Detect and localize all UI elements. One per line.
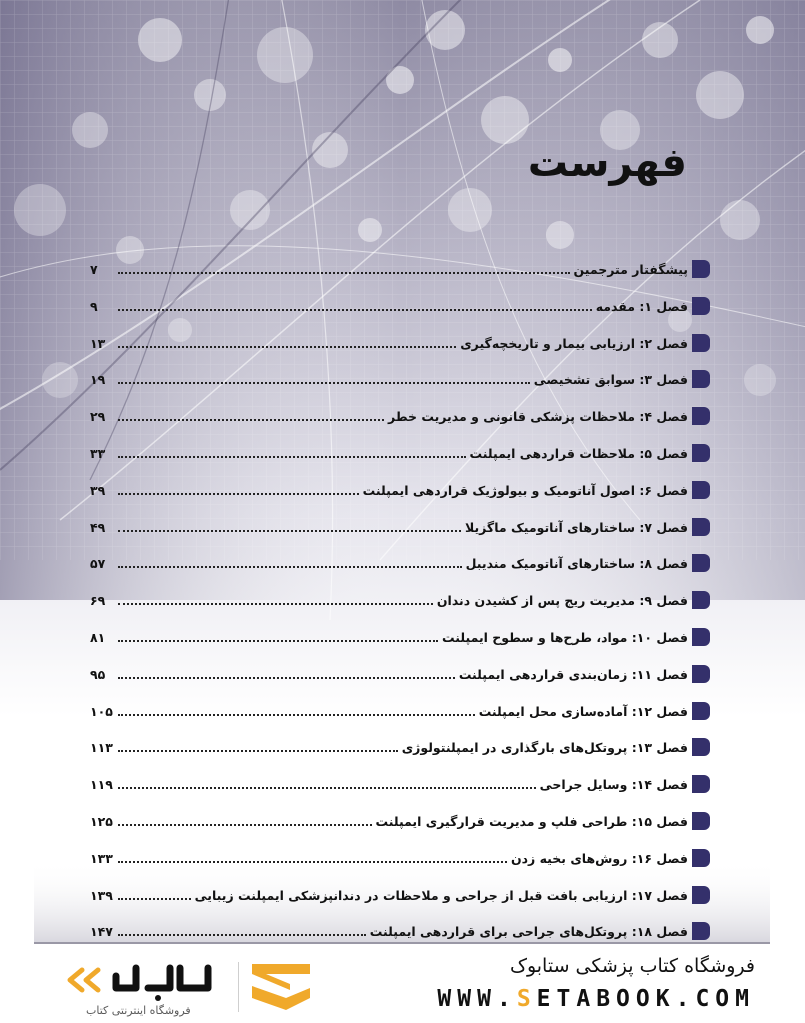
- url-suffix: ETABOOK.COM: [536, 986, 755, 1012]
- bullet-tab-icon: [692, 334, 710, 352]
- toc-entry[interactable]: [90, 288, 710, 316]
- toc-entry-title: فصل ۱۸: پروتکل‌های جراحی برای قراردهی ایمپلنت: [369, 924, 688, 940]
- toc-entry-page-number: ۸۱: [90, 630, 106, 645]
- toc-entry[interactable]: [90, 398, 710, 426]
- bullet-tab-icon: [692, 518, 710, 536]
- bullet-tab-icon: [692, 481, 710, 499]
- toc-entry-title: فصل ۱۳: پروتکل‌های بارگذاری در ایمپلنتولوژی: [401, 740, 688, 756]
- url-prefix: WWW.: [437, 986, 517, 1012]
- toc-entry[interactable]: [90, 840, 710, 868]
- bullet-tab-icon: [692, 628, 710, 646]
- toc-entry[interactable]: [90, 325, 710, 353]
- bullet-tab-icon: [692, 922, 710, 940]
- toc-entry-page-number: ۱۴۷: [90, 924, 113, 940]
- bullet-tab-icon: [692, 554, 710, 572]
- toc-entry-title: فصل ۱۴: وسایل جراحی: [539, 777, 688, 793]
- toc-entry-title: فصل ۱۲: آماده‌سازی محل ایمپلنت: [478, 703, 688, 719]
- dot-leader: [118, 603, 433, 605]
- logo-subtitle: فروشگاه اینترنتی کتاب: [86, 1004, 191, 1017]
- dot-leader: [118, 566, 462, 568]
- dot-leader: [118, 787, 536, 789]
- toc-entry-title: فصل ۱۵: طراحی فلپ و مدیریت قرارگیری ایمپلنت: [375, 814, 688, 829]
- logo-divider: [238, 962, 239, 1012]
- toc-entry-title: فصل ۱: مقدمه: [595, 298, 688, 314]
- toc-entry-page-number: ۵۷: [90, 556, 106, 572]
- toc-entry-page-number: ۱۱۳: [90, 740, 113, 756]
- toc-entry-page-number: ۹۵: [90, 666, 106, 682]
- dot-leader: [118, 934, 366, 936]
- toc-entry-page-number: ۱۳۳: [90, 850, 113, 866]
- toc-entry[interactable]: [90, 619, 710, 647]
- toc-entry-page-number: ۶۹: [90, 593, 106, 609]
- toc-entry-title: فصل ۱۶: روش‌های بخیه زدن: [510, 850, 688, 866]
- toc-entry[interactable]: [90, 656, 710, 684]
- toc-entry[interactable]: [90, 766, 710, 794]
- toc-entry-page-number: ۱۰۵: [90, 703, 113, 719]
- toc-entry-title: فصل ۵: ملاحظات قراردهی ایمپلنت: [469, 446, 688, 461]
- toc-entry-title: فصل ۱۱: زمان‌بندی قراردهی ایمپلنت: [458, 666, 688, 682]
- toc-entry[interactable]: [90, 729, 710, 757]
- toc-entry[interactable]: [90, 251, 710, 279]
- dot-leader: [118, 382, 530, 384]
- toc-entry[interactable]: [90, 509, 710, 537]
- bullet-tab-icon: [692, 738, 710, 756]
- toc-entry[interactable]: [90, 803, 710, 831]
- toc-entry-title: فصل ۱۰: مواد، طرح‌ها و سطوح ایمپلنت: [442, 630, 688, 645]
- toc-entry[interactable]: [90, 435, 710, 463]
- toc-entry-title: پیشگفتار مترجمین: [573, 262, 688, 277]
- footer-divider: [34, 942, 770, 944]
- toc-entry-page-number: ۳۹: [90, 482, 106, 498]
- toc-entry-page-number: ۱۱۹: [90, 777, 113, 793]
- dot-leader: [118, 530, 461, 532]
- toc-entry-page-number: ۴۹: [90, 519, 106, 535]
- toc-entry-title: فصل ۲: ارزیابی بیمار و تاریخچه‌گیری: [460, 335, 688, 351]
- toc-entry[interactable]: [90, 693, 710, 721]
- toc-entry-title: فصل ۱۷: ارزیابی بافت قبل از جراحی و ملاحظات در دندانپزشکی ایمپلنت زیبایی: [194, 887, 688, 903]
- bullet-tab-icon: [692, 812, 710, 830]
- bullet-tab-icon: [692, 591, 710, 609]
- toc-entry[interactable]: [90, 913, 710, 941]
- toc-entry-title: فصل ۸: ساختارهای آناتومیک مندیبل: [465, 556, 688, 572]
- toc-entry[interactable]: [90, 472, 710, 500]
- toc-entry-page-number: ۷: [90, 262, 98, 277]
- bullet-tab-icon: [692, 444, 710, 462]
- toc-entry-title: فصل ۹: مدیریت ریج پس از کشیدن دندان: [436, 593, 688, 609]
- toc-entry-page-number: ۲۹: [90, 409, 106, 425]
- bullet-tab-icon: [692, 370, 710, 388]
- store-url[interactable]: [437, 986, 755, 1012]
- dot-leader: [118, 346, 456, 348]
- toc-entry-page-number: ۱۲۵: [90, 814, 113, 829]
- page-title: فهرست: [527, 140, 687, 186]
- toc-entry-title: فصل ۳: سوابق تشخیصی: [533, 372, 688, 388]
- bullet-tab-icon: [692, 297, 710, 315]
- bullet-tab-icon: [692, 407, 710, 425]
- setabook-wordmark-logo: [58, 958, 228, 1002]
- dot-leader: [118, 309, 592, 311]
- toc-entry[interactable]: [90, 582, 710, 610]
- bullet-tab-icon: [692, 849, 710, 867]
- dot-leader: [118, 824, 372, 826]
- bullet-tab-icon: [692, 702, 710, 720]
- dot-leader: [118, 272, 570, 274]
- toc-entry-page-number: ۹: [90, 298, 98, 314]
- dot-leader: [118, 456, 466, 458]
- dot-leader: [118, 898, 191, 900]
- toc-entry-page-number: ۳۳: [90, 446, 106, 461]
- toc-entry-title: فصل ۴: ملاحظات پزشکی قانونی و مدیریت خطر: [388, 409, 688, 425]
- dot-leader: [118, 677, 455, 679]
- url-accent-letter: S: [516, 986, 537, 1012]
- toc-entry-page-number: ۱۹: [90, 372, 106, 388]
- toc-entry-page-number: ۱۳: [90, 335, 106, 351]
- dot-leader: [118, 493, 359, 495]
- toc-entry[interactable]: [90, 361, 710, 389]
- dot-leader: [118, 640, 438, 642]
- toc-entry-page-number: ۱۳۹: [90, 887, 113, 903]
- bullet-tab-icon: [692, 260, 710, 278]
- dot-leader: [118, 714, 475, 716]
- bullet-tab-icon: [692, 665, 710, 683]
- dot-leader: [118, 861, 507, 863]
- toc-entry-title: فصل ۷: ساختارهای آناتومیک ماگزیلا: [464, 519, 688, 535]
- toc-entry-title: فصل ۶: اصول آناتومیک و بیولوژیک قراردهی ایمپلنت: [362, 482, 688, 498]
- dot-leader: [118, 419, 384, 421]
- store-name: فروشگاه کتاب پزشکی ستابوک: [509, 955, 755, 977]
- toc-entry[interactable]: [90, 545, 710, 573]
- bullet-tab-icon: [692, 886, 710, 904]
- dot-leader: [118, 750, 398, 752]
- setabook-book-icon: [246, 958, 316, 1018]
- toc-entry[interactable]: [90, 877, 710, 905]
- bullet-tab-icon: [692, 775, 710, 793]
